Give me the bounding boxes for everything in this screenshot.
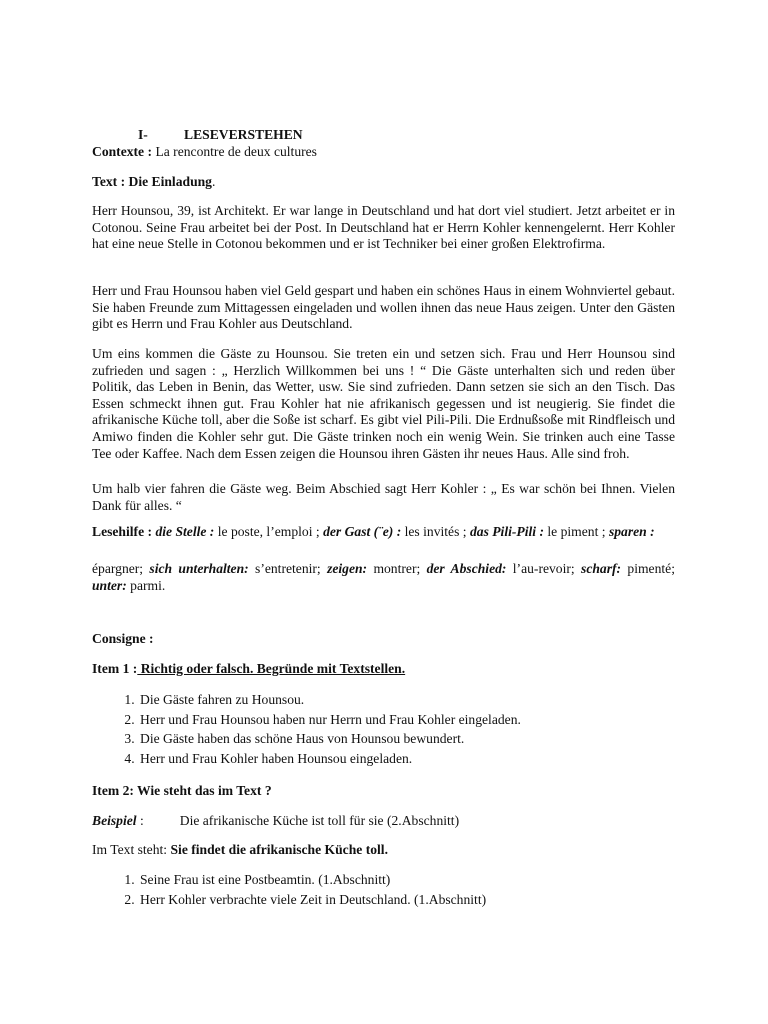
item1-heading [92,661,675,678]
vocab-meaning: l’au-revoir; [512,561,575,576]
beispiel-colon: : [136,813,144,828]
beispiel-text: Die afrikanische Küche ist toll für sie (2.Abschnitt) [179,813,460,828]
list-item: 3. Die Gäste haben das schöne Haus von Hounsou bewundert. [138,729,698,749]
vocab-meaning: épargner; [92,561,144,576]
vocab-term: der Abschied: [426,561,507,576]
im-text-line [92,842,675,859]
paragraph-3: Um eins kommen die Gäste zu Hounsou. Sie treten ein und setzen sich. Frau und Herr Hounsou sind zufrieden und sagen : „ Herzlich Willkommen bei uns ! “ Die Gäste unterhalten sich und reden über Politik, das Leben in Benin, das Wetter, usw. Sie sind zufrieden. Dann setzen sie sich an den Tisch. Das Essen schmeckt ihnen gut. Frau Kohler hat nie afrikanisch gegessen und ist neugierig. Sie findet die afrikanische Küche toll, aber die Soße ist scharf. Es gibt viel Pili-Pili. Die Erdnußsoße mit Rindfleisch und Amiwo finden die Kohler sehr gut. Die Gäste trinken noch ein wenig Wein. Sie trinken auch eine Tasse Tee oder Kaffee. Nach dem Essen zeigen die Hounsou ihren Gästen ihr neues Haus. Alle sind froh. [92,346,675,461]
item2-heading [92,783,675,800]
item1-prefix: Item 1 : [92,661,138,676]
section-number: I- [138,127,148,142]
vocab-meaning: montrer; [373,561,421,576]
item1-statement-list [92,690,698,769]
context-line [92,144,675,161]
list-item: 1. Die Gäste fahren zu Hounsou. [138,690,698,710]
lesehilfe-continuation [92,561,675,594]
section-title: LESEVERSTEHEN [184,127,303,142]
text-title-label: Text : Die Einladung [92,174,212,189]
im-text-answer: Sie findet die afrikanische Küche toll. [170,842,388,857]
vocab-meaning: le poste, l’emploi ; [217,524,320,539]
im-text-label: Im Text steht: [92,842,168,857]
list-item: 2. Herr und Frau Hounsou haben nur Herrn und Frau Kohler eingeladen. [138,710,698,730]
vocab-meaning: les invités ; [404,524,467,539]
vocab-term: die Stelle : [155,524,215,539]
vocab-term: zeigen: [327,561,368,576]
consigne-heading [92,631,675,648]
vocab-term: sparen : [608,524,655,539]
context-value: La rencontre de deux cultures [155,144,317,159]
vocab-term: das Pili-Pili : [469,524,544,539]
consigne-label: Consigne : [92,631,154,646]
text-title [92,174,675,191]
paragraph-1: Herr Hounsou, 39, ist Architekt. Er war lange in Deutschland und hat dort viel studiert. Jetzt arbeitet er in Cotonou. Seine Frau arbeitet bei der Post. In Deutschland hat er Herrn Kohler kennengelernt. Herr Kohler hat eine neue Stelle in Cotonou bekommen und er ist Techniker bei einer großen Elektrofirma. [92,203,675,252]
beispiel-label: Beispiel [92,813,137,828]
vocab-meaning: parmi. [130,577,166,593]
vocab-term: sich unterhalten: [149,561,249,576]
item1-title: Richtig oder falsch. Begründe mit Textstellen. [137,661,406,676]
section-heading [138,127,303,143]
item2-statement-list [92,870,698,909]
list-item: 1. Seine Frau ist eine Postbeamtin. (1.Abschnitt) [138,870,698,890]
vocab-meaning: s’entretenir; [255,561,321,576]
vocab-meaning: pimenté; [627,561,675,576]
vocab-meaning: le piment ; [547,524,606,539]
paragraph-4: Um halb vier fahren die Gäste weg. Beim Abschied sagt Herr Kohler : „ Es war schön bei Ihnen. Vielen Dank für alles. “ [92,481,675,513]
paragraph-2: Herr und Frau Hounsou haben viel Geld gespart und haben ein schönes Haus in einem Wohnviertel gebaut. Sie haben Freunde zum Mittagessen eingeladen und wollen ihnen das neue Haus zeigen. Unter den Gästen gibt es Herrn und Frau Kohler aus Deutschland. [92,283,675,332]
list-item: 4. Herr und Frau Kohler haben Hounsou eingeladen. [138,749,698,769]
text-title-dot: . [211,174,216,189]
lesehilfe-label: Lesehilfe : [92,524,153,539]
vocab-term: unter: [92,577,127,593]
context-label: Contexte : [92,144,153,159]
vocab-term: scharf: [581,561,622,576]
item2-title: Item 2: Wie steht das im Text ? [92,783,272,798]
vocab-term: der Gast (¨e) : [323,524,402,539]
beispiel-line [92,813,675,830]
list-item: 2. Herr Kohler verbrachte viele Zeit in Deutschland. (1.Abschnitt) [138,890,698,910]
lesehilfe-block [92,524,675,541]
